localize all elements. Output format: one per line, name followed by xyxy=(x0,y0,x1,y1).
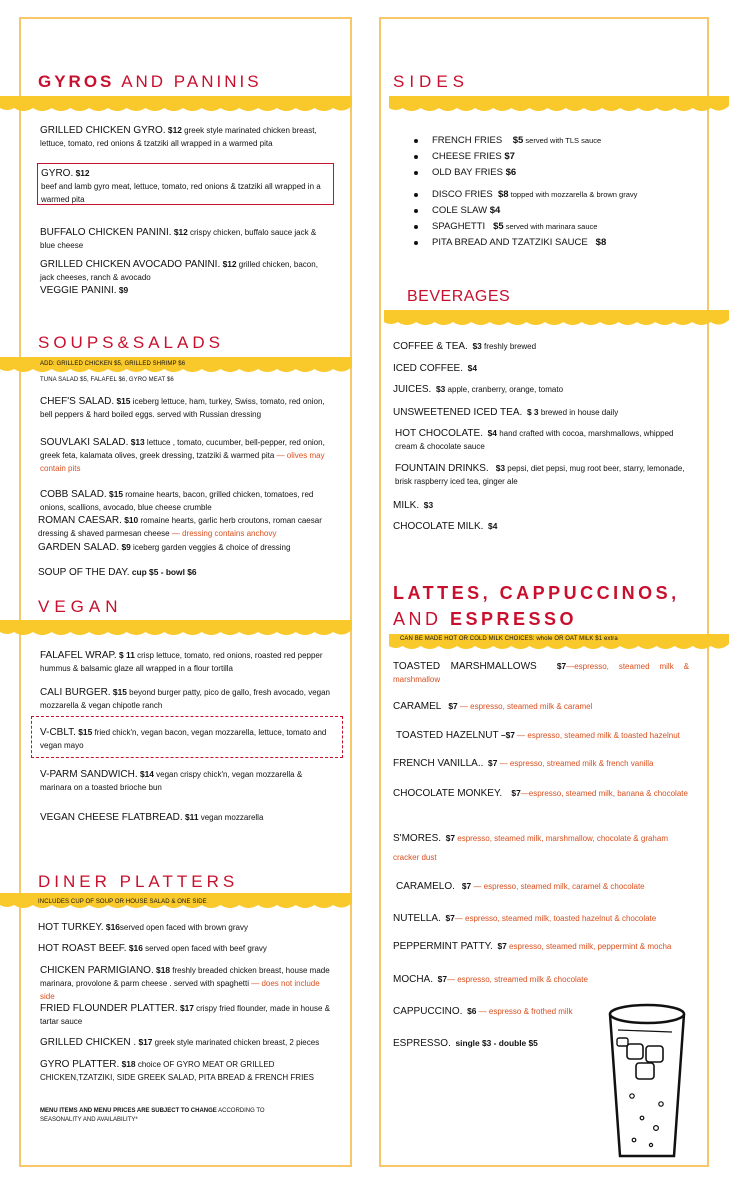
list-item: SPAGHETTI $5 served with marinara sauce xyxy=(410,219,637,235)
menu-item: VEGAN CHEESE FLATBREAD. $11 vegan mozzarella xyxy=(40,812,264,823)
menu-item: FRENCH VANILLA.. $7 — espresso, streamed milk & french vanilla xyxy=(393,758,654,769)
list-item: FRENCH FRIES $5 served with TLS sauce xyxy=(410,133,637,149)
menu-item: MOCHA. $7— espresso, streamed milk & chocolate xyxy=(393,974,588,985)
menu-item: NUTELLA. $7— espresso, steamed milk, toasted hazelnut & chocolate xyxy=(393,913,657,924)
menu-item: UNSWEETENED ICED TEA. $ 3 brewed in house daily xyxy=(393,407,619,418)
wave-divider xyxy=(384,310,729,328)
menu-item: CARAMEL $7 — espresso, steamed milk & caramel xyxy=(393,701,593,712)
menu-item: CHEF'S SALAD. $15 iceberg lettuce, ham, turkey, Swiss, tomato, red onion, bell peppers & hard boiled eggs. served with Russian dressing xyxy=(40,396,325,419)
section-title-vegan: VEGAN xyxy=(38,597,123,616)
sides-list xyxy=(410,133,637,251)
menu-item: CHOCOLATE MONKEY. $7—espresso, steamed milk, banana & chocolate xyxy=(393,788,688,799)
list-item: DISCO FRIES $8 topped with mozzarella & brown gravy xyxy=(410,187,637,203)
menu-item: JUICES. $3 apple, cranberry, orange, tomato xyxy=(393,384,564,395)
wave-divider xyxy=(0,620,352,638)
menu-item: ESPRESSO. single $3 - double $5 xyxy=(393,1038,538,1049)
menu-item: FOUNTAIN DRINKS. $3 pepsi, diet pepsi, mug root beer, starry, lemonade, brisk raspberry iced tea, ginger ale xyxy=(395,463,685,486)
menu-item: GRILLED CHICKEN . $17 greek style marinated chicken breast, 2 pieces xyxy=(40,1037,320,1048)
menu-item: ROMAN CAESAR. $10 romaine hearts, garlic herb croutons, roman caesar dressing & shaved parmesan cheese — dressing contains anchovy xyxy=(38,515,322,538)
menu-item: ICED COFFEE. $4 xyxy=(393,363,477,374)
list-item: COLE SLAW $4 xyxy=(410,203,637,219)
add-on-note: TUNA SALAD $5, FALAFEL $6, GYRO MEAT $6 xyxy=(40,377,174,383)
menu-item: COBB SALAD. $15 romaine hearts, bacon, grilled chicken, tomatoes, red onions, scallions, avocado, blue cheese crumble xyxy=(40,489,314,512)
menu-item: CARAMELO. $7 — espresso, steamed milk, caramel & chocolate xyxy=(396,881,645,892)
iced-drink-glass-icon xyxy=(606,1000,688,1162)
menu-item: COFFEE & TEA. $3 freshly brewed xyxy=(393,341,537,352)
menu-item: FALAFEL WRAP. $ 11 crisp lettuce, tomato, red onions, roasted red pepper hummus & balsamic glaze all wrapped in a flour tortilla xyxy=(40,650,323,673)
menu-item: HOT CHOCOLATE. $4 hand crafted with cocoa, marshmallows, whipped cream & chocolate sauce xyxy=(395,428,674,451)
section-title-soups: SOUPS&SALADS xyxy=(38,333,224,352)
menu-item: PEPPERMINT PATTY. $7 espresso, steamed milk, peppermint & mocha xyxy=(393,941,672,952)
section-title-beverages: BEVERAGES xyxy=(407,288,511,305)
menu-item: CHICKEN PARMIGIANO. $18 freshly breaded chicken breast, house made marinara, provolone & parm cheese . served with spaghetti — does not include side xyxy=(40,965,330,1001)
menu-item: GRILLED CHICKEN GYRO. $12 greek style marinated chicken breast, lettuce, tomato, red onions & tzatziki all wrapped in a warmed pita xyxy=(40,125,317,148)
menu-item: FRIED FLOUNDER PLATTER. $17 crispy fried flounder, made in house & tartar sauce xyxy=(40,1003,330,1026)
list-item: OLD BAY FRIES $6 xyxy=(410,165,637,181)
wave-divider xyxy=(0,96,352,114)
menu-item: GRILLED CHICKEN AVOCADO PANINI. $12 grilled chicken, bacon, jack cheeses, ranch & avocado xyxy=(40,259,318,282)
section-title-lattes-line2: AND ESPRESSO xyxy=(393,609,578,629)
menu-item: S'MORES. $7 espresso, steamed milk, marshmallow, chocolate & graham cracker dust xyxy=(393,833,668,862)
menu-item: CHOCOLATE MILK. $4 xyxy=(393,521,498,532)
menu-item: HOT TURKEY. $16served open faced with brown gravy xyxy=(38,922,248,933)
footer-note: MENU ITEMS AND MENU PRICES ARE SUBJECT TO CHANGE ACCORDING TO SEASONALITY AND AVAILABILITY* xyxy=(40,1108,265,1123)
menu-item: SOUP OF THE DAY. cup $5 - bowl $6 xyxy=(38,567,197,578)
list-item: CHEESE FRIES $7 xyxy=(410,149,637,165)
add-on-note: ADD: GRILLED CHICKEN $5, GRILLED SHRIMP $6 xyxy=(40,361,186,367)
section-title-lattes: LATTES, CAPPUCCINOS, xyxy=(393,583,680,603)
section-title-gyros: GYROS AND PANINIS xyxy=(38,72,262,91)
menu-item: CAPPUCCINO. $6 — espresso & frothed milk xyxy=(393,1006,573,1017)
menu-item: CALI BURGER. $15 beyond burger patty, pico de gallo, fresh avocado, vegan mozzarella & vegan chipotle ranch xyxy=(40,687,330,710)
menu-item: V-CBLT. $15 fried chick'n, vegan bacon, vegan mozzarella, lettuce, tomato and vegan mayo xyxy=(40,727,327,750)
menu-item: BUFFALO CHICKEN PANINI. $12 crispy chicken, buffalo sauce jack & blue cheese xyxy=(40,227,317,250)
menu-item: GYRO. $12 beef and lamb gyro meat, lettuce, tomato, red onions & tzatziki all wrapped in a warmed pita xyxy=(41,168,321,204)
platter-note: INCLUDES CUP OF SOUP OR HOUSE SALAD & ONE SIDE xyxy=(38,899,207,905)
wave-divider xyxy=(389,96,729,114)
menu-item: TOASTED HAZELNUT –$7 — espresso, steamed milk & toasted hazelnut xyxy=(396,730,680,741)
menu-item: V-PARM SANDWICH. $14 vegan crispy chick'n, vegan mozzarella & marinara on a toasted brioche bun xyxy=(40,769,303,792)
section-title-sides: SIDES xyxy=(393,72,470,91)
list-item: PITA BREAD AND TZATZIKI SAUCE $8 xyxy=(410,235,637,251)
menu-item: TOASTED MARSHMALLOWS $7—espresso, steamed milk & marshmallow xyxy=(393,661,690,684)
menu-item: MILK. $3 xyxy=(393,500,434,511)
menu-item: HOT ROAST BEEF. $16 served open faced with beef gravy xyxy=(38,943,267,954)
milk-choice-note: CAN BE MADE HOT OR COLD MILK CHOICES: whole OR OAT MILK $1 extra xyxy=(400,636,618,642)
menu-item: VEGGIE PANINI. $9 xyxy=(40,285,129,296)
menu-item: SOUVLAKI SALAD. $13 lettuce , tomato, cucumber, bell-pepper, red onion, greek feta, kalamata olives, greek dressing, tzatziki & warmed pita — olives may contain pits xyxy=(40,437,325,473)
section-title-platters: DINER PLATTERS xyxy=(38,872,239,891)
menu-item: GARDEN SALAD. $9 iceberg garden veggies & choice of dressing xyxy=(38,542,291,553)
menu-item: GYRO PLATTER. $18 choice OF GYRO MEAT OR GRILLED CHICKEN,TZATZIKI, SIDE GREEK SALAD, PITA BREAD & FRENCH FRIES xyxy=(40,1059,314,1082)
